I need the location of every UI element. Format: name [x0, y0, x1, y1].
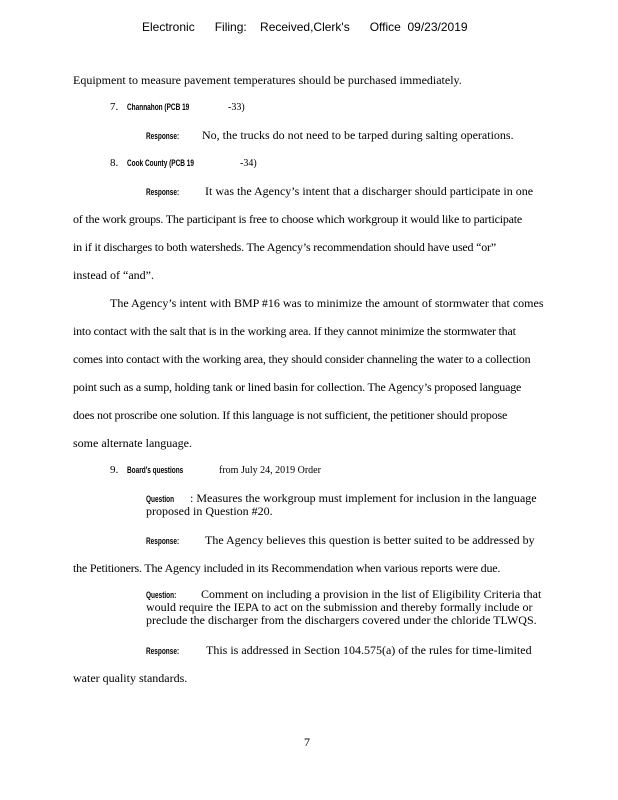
- item-9-heading: [110, 464, 205, 476]
- response-line: water quality standards.: [73, 671, 188, 685]
- question-line: proposed in Question #20.: [146, 504, 273, 518]
- question-line: Comment on including a provision in the list of Eligibility Criteria that: [201, 587, 542, 601]
- item-ref: -33): [228, 102, 245, 113]
- question-line: preclude the discharger from the dischargers covered under the chloride TLWQS.: [146, 613, 537, 627]
- item-caption: Channahon (PCB 19: [126, 102, 190, 112]
- response-text: No, the trucks do not need to be tarped during salting operations.: [202, 128, 514, 142]
- paragraph-line: point such as a sump, holding tank or lined basin for collection. The Agency’s proposed language: [73, 380, 522, 394]
- paragraph-line: into contact with the salt that is in the working area. If they cannot minimize the stormwater that: [73, 324, 516, 338]
- item-ref: -34): [240, 158, 257, 169]
- item-caption: Board's questions: [126, 465, 184, 475]
- paragraph-line: some alternate language.: [73, 436, 192, 450]
- paragraph-line: comes into contact with the working area, they should consider channeling the water to a collection: [73, 352, 531, 366]
- item-8-heading: [110, 157, 220, 169]
- response-line: The Agency believes this question is better suited to be addressed by: [205, 533, 535, 547]
- response-line: instead of “and”.: [73, 268, 154, 282]
- question-line: would require the IEPA to act on the submission and thereby formally include or: [146, 600, 533, 614]
- question-label: Question: [146, 494, 175, 504]
- response-line: This is addressed in Section 104.575(a) of the rules for time-limited: [206, 643, 532, 657]
- item-number: 7.: [110, 101, 119, 113]
- response-label: Response:: [146, 131, 180, 141]
- paragraph-line: The Agency’s intent with BMP #16 was to minimize the amount of stormwater that comes: [110, 296, 544, 310]
- item-number: 9.: [110, 464, 119, 476]
- response-line: the Petitioners. The Agency included in its Recommendation when various reports were due.: [73, 561, 501, 575]
- efiling-stamp: Electronic Filing: Received,Clerk's Office 09/23/2019: [142, 20, 468, 34]
- response-line: in if it discharges to both watersheds. The Agency’s recommendation should have used “or”: [73, 240, 496, 254]
- intro-line: Equipment to measure pavement temperatures should be purchased immediately.: [73, 73, 462, 87]
- response-label: Response:: [146, 646, 180, 656]
- item-number: 8.: [110, 157, 119, 169]
- response-label: Response:: [146, 187, 180, 197]
- question-label: Question:: [146, 590, 177, 600]
- item-7-heading: [110, 101, 213, 113]
- page-number: 7: [304, 735, 310, 749]
- question-line: : Measures the workgroup must implement for inclusion in the language: [190, 491, 537, 505]
- response-label: Response:: [146, 536, 180, 546]
- paragraph-line: does not proscribe one solution. If this language is not sufficient, the petitioner should propose: [73, 408, 508, 422]
- item-ref: from July 24, 2019 Order: [219, 465, 321, 476]
- response-line: It was the Agency’s intent that a discharger should participate in one: [205, 184, 534, 198]
- response-line: of the work groups. The participant is free to choose which workgroup it would like to participate: [73, 212, 523, 226]
- item-caption: Cook County (PCB 19: [126, 158, 194, 168]
